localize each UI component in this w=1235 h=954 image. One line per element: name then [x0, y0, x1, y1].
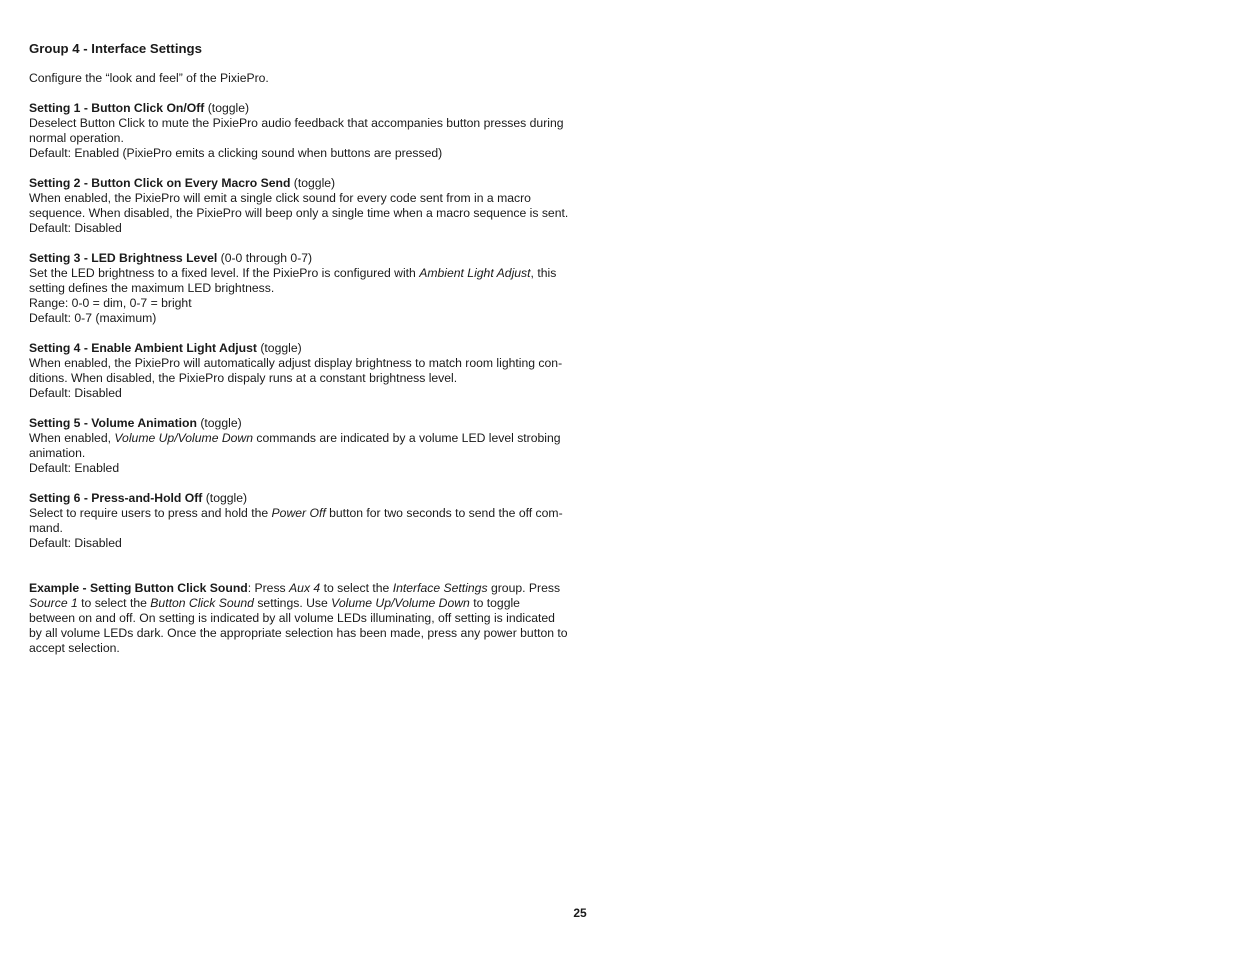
setting-2-default: Default: Disabled	[29, 221, 122, 235]
setting-1-line: Deselect Button Click to mute the PixiePro audio feedback that accompanies button presses during	[29, 116, 564, 130]
setting-5-title: Setting 5 - Volume Animation	[29, 416, 197, 430]
setting-6-emphasis: Power Off	[271, 506, 326, 520]
setting-5-line: animation.	[29, 446, 86, 460]
example-line: accept selection.	[29, 641, 120, 655]
example-text: to select the	[320, 581, 393, 595]
setting-5-text: commands are indicated by a volume LED level strobing	[253, 431, 561, 445]
setting-1-line: normal operation.	[29, 131, 124, 145]
setting-6-default: Default: Disabled	[29, 536, 122, 550]
setting-1	[29, 101, 589, 161]
setting-4-line: When enabled, the PixiePro will automatically adjust display brightness to match room lighting con-	[29, 356, 563, 370]
setting-6-title: Setting 6 - Press-and-Hold Off	[29, 491, 203, 505]
setting-5-emphasis: Volume Up/Volume Down	[114, 431, 254, 445]
setting-2-title-line	[29, 176, 589, 191]
setting-3-line: setting defines the maximum LED brightness.	[29, 281, 275, 295]
example-emphasis: Aux 4	[289, 581, 321, 595]
manual-page	[29, 40, 589, 656]
setting-1-default: Default: Enabled (PixiePro emits a clicking sound when buttons are pressed)	[29, 146, 443, 160]
setting-4-type: (toggle)	[260, 341, 302, 355]
example-emphasis: Volume Up/Volume Down	[331, 596, 470, 610]
setting-3-text: , this	[530, 266, 557, 280]
setting-5-title-line	[29, 416, 589, 431]
example-text: group. Press	[487, 581, 561, 595]
setting-3-text: Set the LED brightness to a fixed level. If the PixiePro is configured with	[29, 266, 420, 280]
setting-5-line	[29, 431, 589, 446]
example-text: settings. Use	[253, 596, 332, 610]
setting-6-line	[29, 506, 589, 521]
setting-5	[29, 416, 589, 476]
setting-1-title-line	[29, 101, 589, 116]
page-number: 25	[573, 906, 587, 920]
example-line	[29, 581, 589, 596]
example-title: Example - Setting Button Click Sound	[29, 581, 248, 595]
setting-4	[29, 341, 589, 401]
setting-3	[29, 251, 589, 326]
setting-4-default: Default: Disabled	[29, 386, 122, 400]
setting-3-range: Range: 0-0 = dim, 0-7 = bright	[29, 296, 192, 310]
example-emphasis: Source 1	[29, 596, 78, 610]
example-line	[29, 596, 589, 611]
example-text: to select the	[77, 596, 151, 610]
setting-5-text: When enabled,	[29, 431, 115, 445]
setting-2-title: Setting 2 - Button Click on Every Macro Send	[29, 176, 291, 190]
setting-5-type: (toggle)	[200, 416, 242, 430]
example-emphasis: Interface Settings	[392, 581, 488, 595]
example-text: : Press	[247, 581, 290, 595]
example-line: by all volume LEDs dark. Once the appropriate selection has been made, press any power button to	[29, 626, 568, 640]
example-line: between on and off. On setting is indicated by all volume LEDs illuminating, off setting is indicated	[29, 611, 555, 625]
setting-3-title-line	[29, 251, 589, 266]
intro-text: Configure the “look and feel” of the PixiePro.	[29, 71, 269, 85]
setting-2-line: When enabled, the PixiePro will emit a single click sound for every code sent from in a macro	[29, 191, 531, 205]
setting-6-text: button for two seconds to send the off com-	[325, 506, 563, 520]
example-text: to toggle	[469, 596, 520, 610]
setting-6-type: (toggle)	[205, 491, 248, 505]
setting-3-default: Default: 0-7 (maximum)	[29, 311, 157, 325]
setting-6	[29, 491, 589, 551]
setting-6-line: mand.	[29, 521, 63, 535]
setting-1-type: (toggle)	[207, 101, 250, 115]
setting-6-text: Select to require users to press and hold the	[29, 506, 272, 520]
example-emphasis: Button Click Sound	[150, 596, 254, 610]
setting-4-line: ditions. When disabled, the PixiePro dispaly runs at a constant brightness level.	[29, 371, 458, 385]
setting-2-line: sequence. When disabled, the PixiePro will beep only a single time when a macro sequence is sent.	[29, 206, 569, 220]
setting-4-title: Setting 4 - Enable Ambient Light Adjust	[29, 341, 257, 355]
setting-3-emphasis: Ambient Light Adjust	[419, 266, 531, 280]
setting-3-line	[29, 266, 589, 281]
setting-3-title: Setting 3 - LED Brightness Level	[29, 251, 218, 265]
setting-2	[29, 176, 589, 236]
setting-2-type: (toggle)	[293, 176, 336, 190]
setting-4-title-line	[29, 341, 589, 356]
setting-5-default: Default: Enabled	[29, 461, 120, 475]
section-heading: Group 4 - Interface Settings	[29, 41, 202, 56]
setting-1-title: Setting 1 - Button Click On/Off	[29, 101, 205, 115]
setting-3-type: (0-0 through 0-7)	[220, 251, 313, 265]
setting-6-title-line	[29, 491, 589, 506]
example-block	[29, 581, 589, 656]
